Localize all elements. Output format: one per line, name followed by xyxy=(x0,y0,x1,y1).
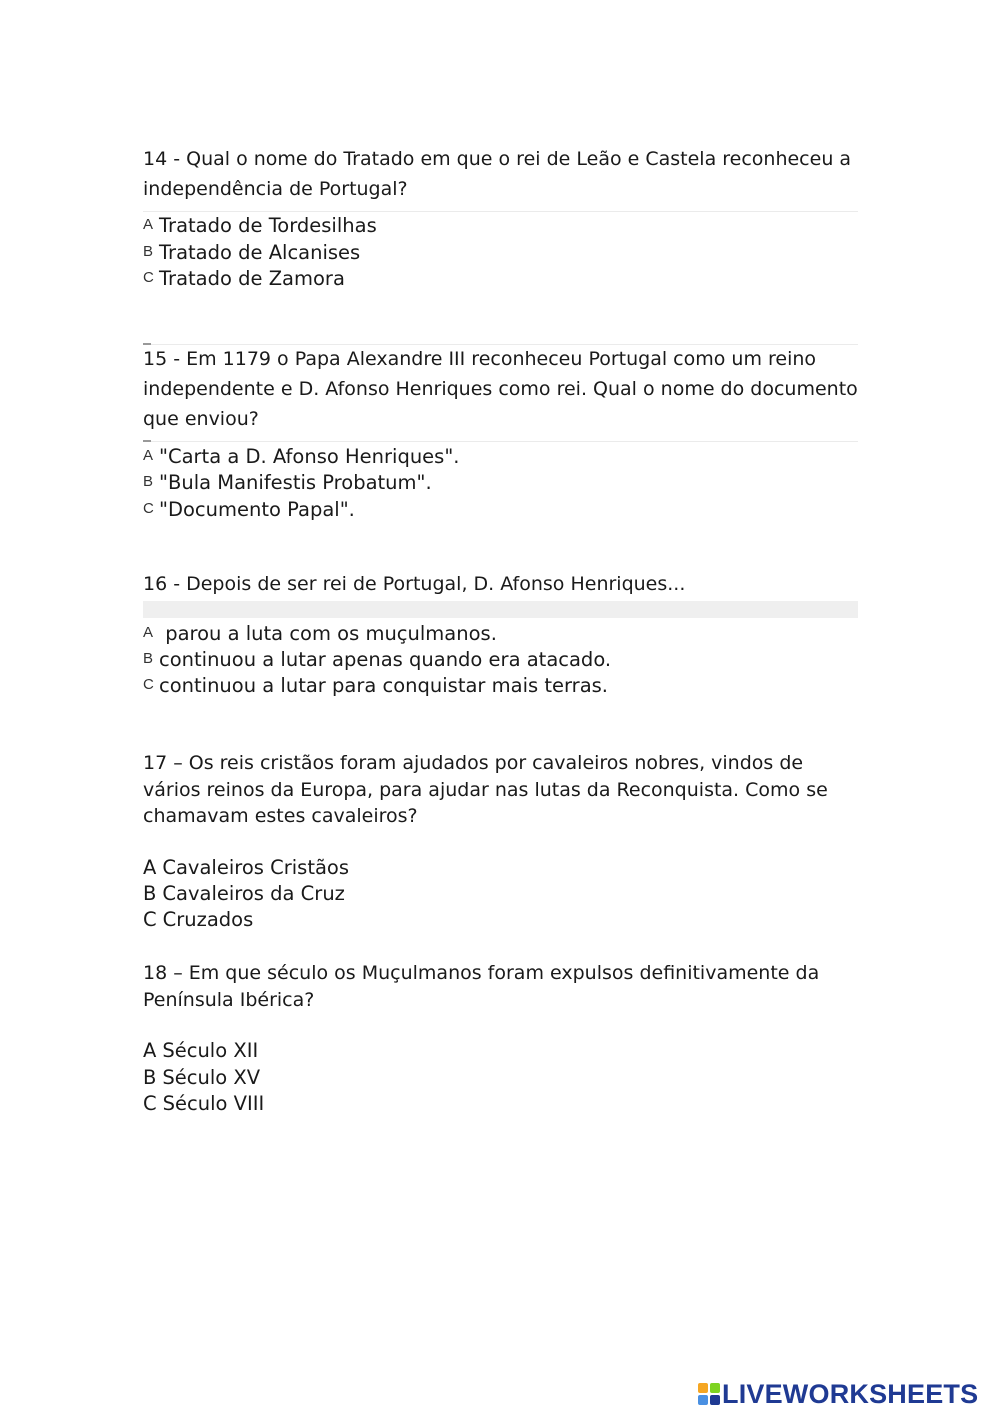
question-15-option-a[interactable] xyxy=(143,443,460,471)
option-letter: B xyxy=(143,473,154,490)
option-letter: B xyxy=(143,650,154,667)
question-16-text: 16 - Depois de ser rei de Portugal, D. Afonso Henriques... xyxy=(143,573,686,595)
question-14-option-b[interactable] xyxy=(143,239,360,267)
option-letter: C xyxy=(143,1092,157,1115)
question-14-option-a[interactable] xyxy=(143,212,377,240)
divider-mark xyxy=(143,440,151,442)
question-14-text: 14 - Qual o nome do Tratado em que o rei de Leão e Castela reconheceu a independência de Portugal? xyxy=(143,148,852,200)
question-17-text: 17 – Os reis cristãos foram ajudados por cavaleiros nobres, vindos de vários reinos da Europa, para ajudar nas lutas da Reconquista. Como se chamavam estes cavaleiros? xyxy=(143,752,828,827)
option-text: continuou a lutar para conquistar mais terras. xyxy=(159,674,609,697)
question-15-text: 15 - Em 1179 o Papa Alexandre III reconheceu Portugal como um reino independente e D. Afonso Henriques como rei. Qual o nome do documento que enviou? xyxy=(143,348,858,430)
option-text: Tratado de Tordesilhas xyxy=(159,214,377,237)
logo-text: LIVEWORKSHEETS xyxy=(722,1378,979,1409)
option-letter: C xyxy=(143,269,154,286)
logo-square xyxy=(710,1395,720,1405)
option-letter: A xyxy=(143,624,154,641)
option-text: parou a luta com os muçulmanos. xyxy=(159,622,497,645)
question-17-option-b[interactable] xyxy=(143,881,345,908)
logo-square xyxy=(698,1395,708,1405)
option-letter: A xyxy=(143,856,157,879)
liveworksheets-logo xyxy=(698,1378,978,1410)
option-letter: B xyxy=(143,243,154,260)
option-letter: C xyxy=(143,500,154,517)
question-14-option-c[interactable] xyxy=(143,265,345,293)
question-17-option-c[interactable] xyxy=(143,907,253,934)
option-letter: C xyxy=(143,676,154,693)
question-16-option-a[interactable] xyxy=(143,620,497,648)
question-15-option-b[interactable] xyxy=(143,469,432,497)
option-text: Cavaleiros da Cruz xyxy=(162,882,345,905)
divider xyxy=(143,441,858,442)
option-letter: C xyxy=(143,908,157,931)
logo-square xyxy=(710,1383,720,1393)
option-text: Século XV xyxy=(162,1066,261,1089)
option-letter: A xyxy=(143,1039,157,1062)
option-text: "Carta a D. Afonso Henriques". xyxy=(159,445,460,468)
option-text: Tratado de Alcanises xyxy=(159,241,361,264)
option-text: Cavaleiros Cristãos xyxy=(162,856,350,879)
option-text: "Documento Papal". xyxy=(159,498,355,521)
question-18-option-a[interactable] xyxy=(143,1038,258,1065)
option-text: Século XII xyxy=(162,1039,259,1062)
question-16-option-b[interactable] xyxy=(143,646,611,674)
option-text: Tratado de Zamora xyxy=(159,267,345,290)
liveworksheets-logo-icon xyxy=(698,1383,720,1405)
option-letter: B xyxy=(143,882,157,905)
question-15-option-c[interactable] xyxy=(143,496,355,524)
question-16-option-c[interactable] xyxy=(143,672,608,700)
option-letter: B xyxy=(143,1066,157,1089)
option-letter: A xyxy=(143,216,154,233)
question-17-option-a[interactable] xyxy=(143,855,349,882)
option-text: "Bula Manifestis Probatum". xyxy=(159,471,432,494)
option-letter: A xyxy=(143,447,154,464)
question-18-text: 18 – Em que século os Muçulmanos foram expulsos definitivamente da Península Ibérica? xyxy=(143,962,820,1011)
divider-band xyxy=(143,601,858,618)
question-18-option-b[interactable] xyxy=(143,1065,260,1092)
question-18-option-c[interactable] xyxy=(143,1091,264,1118)
option-text: Cruzados xyxy=(162,908,254,931)
option-text: Século VIII xyxy=(162,1092,265,1115)
option-text: continuou a lutar apenas quando era atacado. xyxy=(159,648,612,671)
logo-square xyxy=(698,1383,708,1393)
